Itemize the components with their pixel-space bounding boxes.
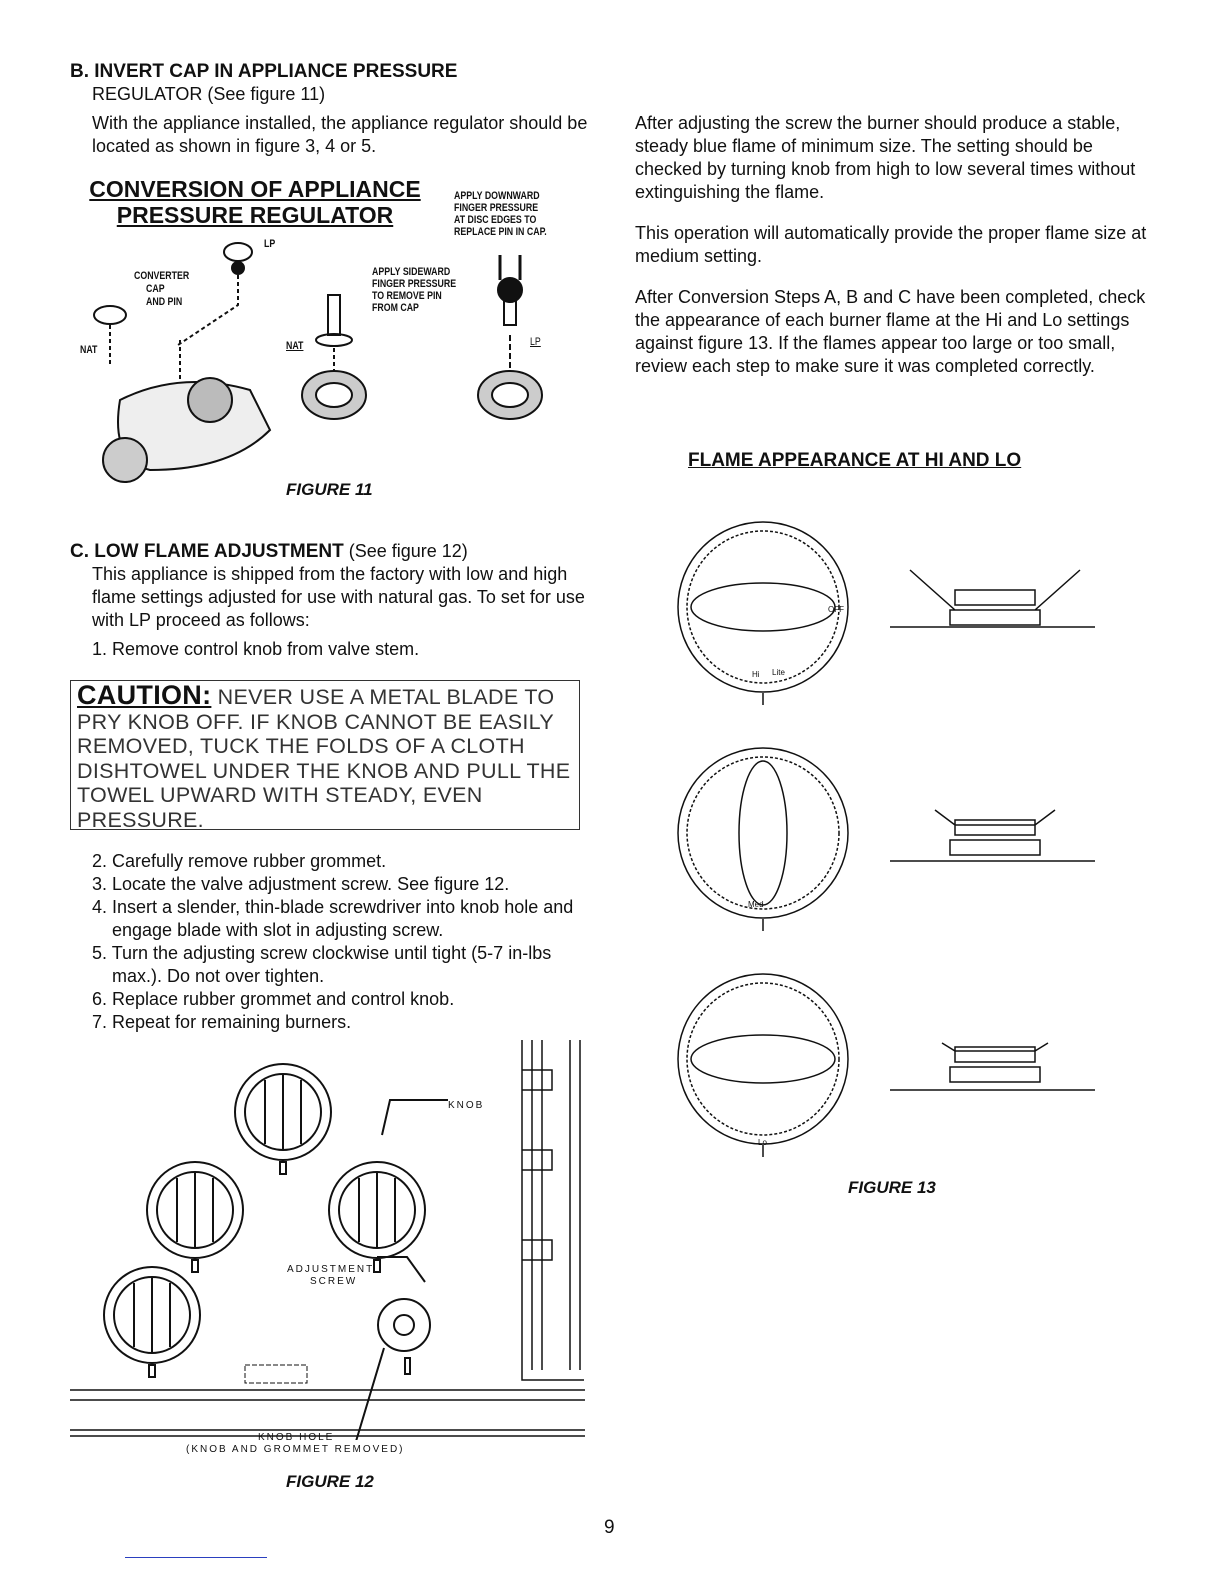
flame-hi-icon [890,570,1095,627]
step: 2. Carefully remove rubber grommet. [92,851,387,871]
label-lp: LP [264,238,276,250]
dial-lo-icon [678,974,848,1157]
note-line: FINGER PRESSURE [454,202,539,214]
figure-13-drawing [670,515,1110,1175]
figure-11-title-line2: PRESSURE REGULATOR [116,202,394,228]
step-1: 1. Remove control knob from valve stem. [92,639,420,659]
step: 5. Turn the adjusting screw clockwise until tight (5-7 in-lbs max.). Do not over tighten. [92,943,552,986]
note-line: AT DISC EDGES TO [454,214,537,226]
knob-icon [329,1162,425,1272]
step: 6. Replace rubber grommet and control knob. [92,989,455,1009]
dial-label-hi: Hi [752,670,760,679]
label-converter: CONVERTER [134,270,190,282]
label-adjustment: ADJUSTMENT [287,1264,375,1275]
lp-cap-icon [224,243,252,261]
footer-rule [125,1557,267,1558]
knob-hole-icon [378,1299,430,1351]
note-line: FINGER PRESSURE [372,278,457,290]
section-c-title: C. LOW FLAME ADJUSTMENT [70,541,344,562]
knob-icon [147,1162,243,1272]
paragraph-3: After Conversion Steps A, B and C have been completed, check the appearance of each burner flame at the Hi and Lo settings against figure 13. If the flames appear too large or too small, review each step to make sure it was completed correctly. [635,287,1146,376]
dial-label-med: Med [748,900,764,909]
nat-cap-icon [94,306,126,324]
label-and-pin: AND PIN [146,296,183,308]
label-knob-removed: (KNOB AND GROMMET REMOVED) [186,1444,405,1455]
figure-12-caption: FIGURE 12 [286,1472,374,1491]
section-c-ref: (See figure 12) [343,541,468,561]
figure-11-caption: FIGURE 11 [286,480,373,499]
step: 4. Insert a slender, thin-blade screwdriver into knob hole and engage blade with slot in adjusting screw. [92,897,574,940]
note-line: APPLY DOWNWARD [454,190,540,202]
steps-list [92,850,582,1034]
caution-label: CAUTION: [77,680,212,710]
section-b-title: B. INVERT CAP IN APPLIANCE PRESSURE [70,61,458,82]
caution-text: NEVER USE A METAL BLADE TO PRY KNOB OFF. IF KNOB CANNOT BE EASILY REMOVED, TUCK THE FOLDS OF A CLOTH DISHTOWEL UNDER THE KNOB AND PULL THE TOWEL UPWARD WITH STEADY, EVEN PRESSURE. [77,685,571,832]
label-lp-2: LP [530,336,541,348]
knob-icon [104,1267,200,1377]
dial-label-lo: Lo [758,1138,767,1147]
page-number: 9 [604,1517,615,1538]
dial-label-lite: Lite [772,668,785,677]
figure-13-caption: FIGURE 13 [848,1178,936,1197]
section-b [70,60,590,158]
note-line: FROM CAP [372,302,419,314]
section-b-subtitle: REGULATOR (See figure 11) [92,84,326,104]
figure-11-title [75,176,435,228]
label-nat: NAT [80,344,98,356]
step: 3. Locate the valve adjustment screw. See figure 12. [92,874,510,894]
figure-13-title: FLAME APPEARANCE AT HI AND LO [688,450,1022,471]
note-line: APPLY SIDEWARD [372,266,451,278]
right-column-text [635,112,1150,378]
caution-box [70,680,580,830]
flame-med-icon [890,810,1095,861]
flame-lo-icon [890,1043,1095,1090]
knob-icon [235,1064,331,1174]
label-knob: KNOB [448,1100,485,1111]
label-knob-hole: KNOB HOLE [258,1432,335,1443]
note-line: TO REMOVE PIN [372,290,442,302]
dial-hi-icon [678,522,848,705]
label-cap: CAP [146,283,165,295]
section-b-paragraph: With the appliance installed, the appliance regulator should be located as shown in figure 3, 4 or 5. [92,113,588,156]
note-line: REPLACE PIN IN CAP. [454,226,547,238]
label-nat-2: NAT [286,340,304,352]
figure-11-drawing [80,230,590,500]
paragraph-1: After adjusting the screw the burner should produce a stable, steady blue flame of minimum size. The setting should be checked by turning knob from high to low several times without extinguishing the flame. [635,113,1136,202]
paragraph-2: This operation will automatically provide the proper flame size at medium setting. [635,223,1147,266]
section-c [70,540,590,661]
dial-label-off: OFF [828,605,844,614]
figure-12-drawing [70,1040,585,1440]
step: 7. Repeat for remaining burners. [92,1012,352,1032]
label-screw: SCREW [310,1276,358,1287]
figure-11-title-line1: CONVERSION OF APPLIANCE [89,176,421,202]
section-c-paragraph: This appliance is shipped from the factory with low and high flame settings adjusted for use with natural gas. To set for use with LP proceed as follows: [92,564,585,630]
